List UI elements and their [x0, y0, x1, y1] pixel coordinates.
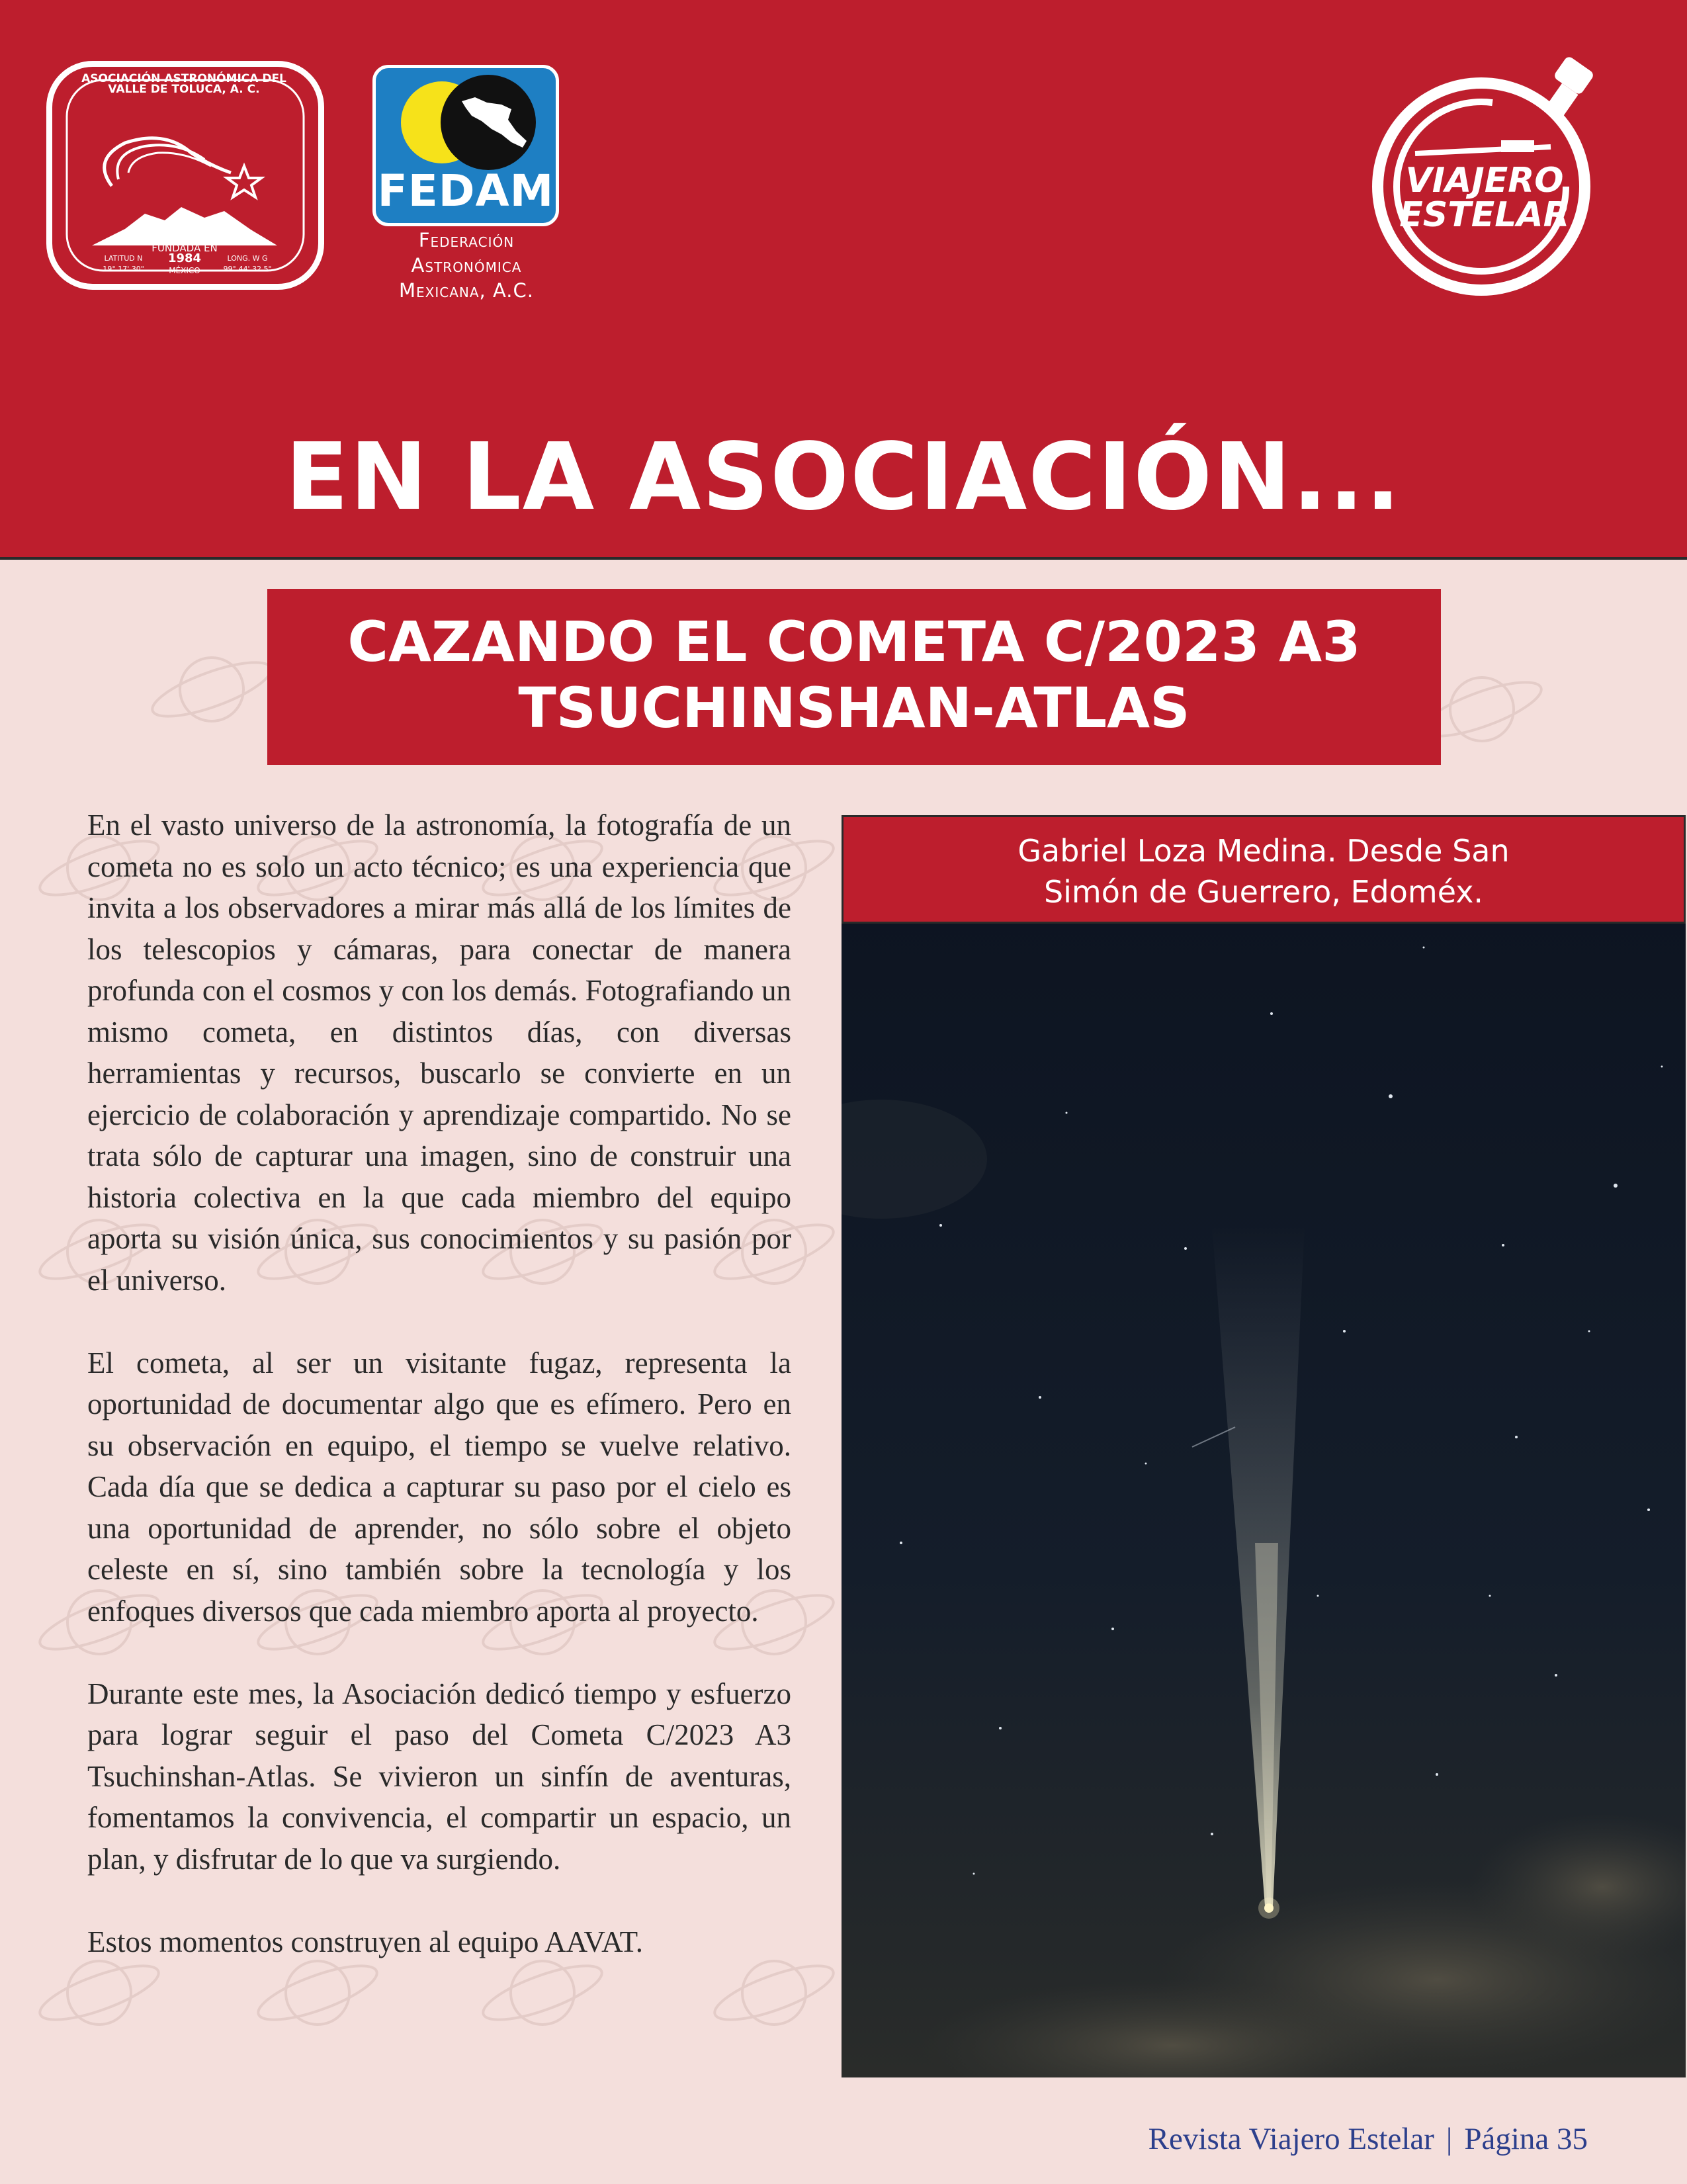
page-footer [992, 2121, 1588, 2157]
aavt-long-value: 99° 44' 32.5" [223, 265, 272, 273]
fedam-line-3: Mexicana, A.C. [399, 279, 534, 302]
article-title-line-2: TSUCHINSHAN-ATLAS [518, 676, 1190, 740]
footer-magazine-name: Revista Viajero Estelar [1148, 2122, 1434, 2156]
article-title-line-1: CAZANDO EL COMETA C/2023 A3 [347, 609, 1361, 674]
footer-separator: | [1446, 2122, 1453, 2156]
aavt-lat-value: 19° 17' 30" [103, 265, 144, 273]
viajero-line-1: VIAJERO [1405, 161, 1564, 200]
photo-caption-text [844, 830, 1684, 912]
paragraph-4: Estos momentos construyen al equipo AAVAT. [87, 1925, 643, 1958]
fedam-subtitle [344, 228, 589, 303]
aavt-founded-place: MÉXICO [169, 266, 200, 275]
comet-photo [842, 815, 1686, 2077]
paragraph-1: En el vasto universo de la astronomía, la fotografía de un cometa no es solo un acto técnico; es una experiencia que invita a los observadores a mirar más allá de los límites de los telescopios y cámaras, para conectar de manera profunda con el cosmos y con los demás. Fotografiando un mismo cometa, en distintos días, con diversas herramientas y recursos, buscarlo se convierte en un ejercicio de colaboración y aprendizaje compartido. No se trata sólo de capturar una imagen, sino de construir una historia colectiva en la que cada miembro del equipo aporta su visión única, sus conocimientos y su pasión por el universo. [87, 808, 791, 1297]
article-title [267, 609, 1441, 741]
caption-line-2: Simón de Guerrero, Edoméx. [1043, 874, 1484, 910]
article-body [87, 805, 791, 2004]
viajero-line-2: ESTELAR [1399, 195, 1570, 235]
fedam-name: FEDAM [377, 165, 554, 216]
aavt-founded-year: 1984 [167, 251, 202, 265]
aavt-ring-text: ASOCIACIÓN ASTRONÓMICA DEL VALLE DE TOLUCA, A. C. [81, 72, 286, 96]
photo-caption [842, 815, 1686, 924]
section-header [0, 0, 1687, 560]
article-title-banner [267, 589, 1441, 765]
aavt-founded-label: FUNDADA EN [151, 242, 218, 254]
comet-night-sky-image [842, 815, 1686, 2077]
paragraph-3: Durante este mes, la Asociación dedicó tiempo y esfuerzo para lograr seguir el paso del Cometa C/2023 A3 Tsuchinshan-Atlas. Se vivieron un sinfín de aventuras, fomentamos la convivencia, el compartir un espacio, un plan, y disfrutar de lo que va surgiendo. [87, 1677, 791, 1876]
aavt-logo [46, 61, 324, 290]
paragraph-2: El cometa, al ser un visitante fugaz, representa la oportunidad de documentar algo que es efímero. Pero en su observación en equipo, el tiempo se vuelve relativo. Cada día que se dedica a capturar su paso por el cielo es una oportunidad de aprender, no sólo sobre el objeto celeste en sí, sino también sobre la tecnología y los enfoques diversos que cada miembro aporta al proyecto. [87, 1346, 791, 1628]
viajero-estelar-logo [1359, 54, 1610, 312]
aavt-long-label: LONG. W G [227, 254, 268, 263]
fedam-line-1: Federación [418, 229, 515, 251]
footer-page-number: Página 35 [1464, 2122, 1588, 2156]
caption-line-1: Gabriel Loza Medina. Desde San [1017, 833, 1510, 869]
aavt-lat-label: LATITUD N [104, 254, 143, 263]
fedam-logo [372, 65, 559, 226]
section-title: EN LA ASOCIACIÓN... [285, 423, 1402, 531]
fedam-line-2: Astronómica [411, 254, 522, 277]
